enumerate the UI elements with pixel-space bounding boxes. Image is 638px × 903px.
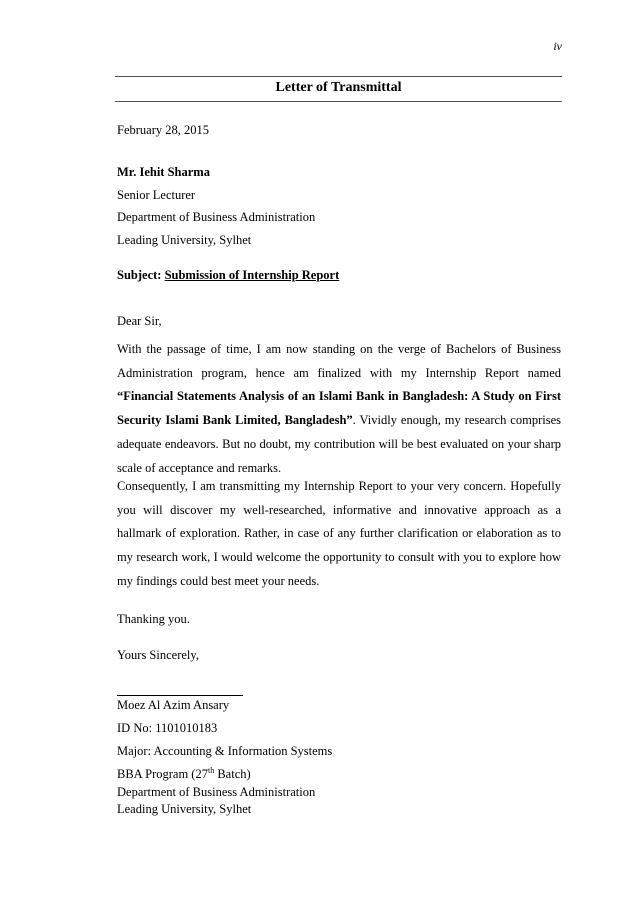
page-title: Letter of Transmittal xyxy=(275,80,402,95)
program-ordinal: th xyxy=(207,765,215,775)
sender-program xyxy=(117,767,251,782)
recipient-department: Department of Business Administration xyxy=(117,210,316,224)
recipient-institution: Leading University, Sylhet xyxy=(117,233,252,247)
sender-name: Moez Al Azim Ansary xyxy=(117,698,230,712)
body-paragraph-1 xyxy=(117,338,561,480)
page-number: iv xyxy=(553,39,562,53)
report-title: “Financial Statements Analysis of an Islami Bank in Bangladesh: A Study on First Security Islami Bank Limited, Bangladesh” xyxy=(117,389,561,428)
sender-department: Department of Business Administration xyxy=(117,785,316,799)
body-rest: . Vividly enough, my research comprises adequate endeavors. But no doubt, my contribution will be best evaluated on your sharp scale of acceptance and remarks. xyxy=(117,413,561,475)
sender-id: ID No: 1101010183 xyxy=(117,721,218,735)
thanks-line: Thanking you. xyxy=(117,612,190,626)
subject-line xyxy=(117,268,339,283)
signature-line xyxy=(117,695,243,696)
body-paragraph-2: Consequently, I am transmitting my Internship Report to your very concern. Hopefully you will discover my well-researched, informative and innovative approach as a hallmark of exploration. Rather, in case of any further clarification or elaboration as to my research work, I would welcome the opportunity to consult with you to explore how my findings could best meet your needs. xyxy=(117,479,561,588)
body-intro: With the passage of time, I am now standing on the verge of Bachelors of Business Administration program, hence am finalized with my Internship Report named xyxy=(117,342,561,380)
subject-text: Submission of Internship Report xyxy=(164,268,340,282)
recipient-name: Mr. Iehit Sharma xyxy=(117,165,210,179)
closing-line: Yours Sincerely, xyxy=(117,648,199,662)
program-suffix: Batch) xyxy=(214,767,251,781)
sender-institution: Leading University, Sylhet xyxy=(117,802,252,816)
program-prefix: BBA Program (27 xyxy=(117,767,208,781)
title-top-rule xyxy=(115,76,562,77)
title-bottom-rule xyxy=(115,101,562,102)
salutation: Dear Sir, xyxy=(117,314,162,328)
letter-date: February 28, 2015 xyxy=(117,123,209,137)
recipient-position: Senior Lecturer xyxy=(117,188,196,202)
subject-label: Subject: xyxy=(117,268,162,282)
sender-major: Major: Accounting & Information Systems xyxy=(117,744,333,758)
